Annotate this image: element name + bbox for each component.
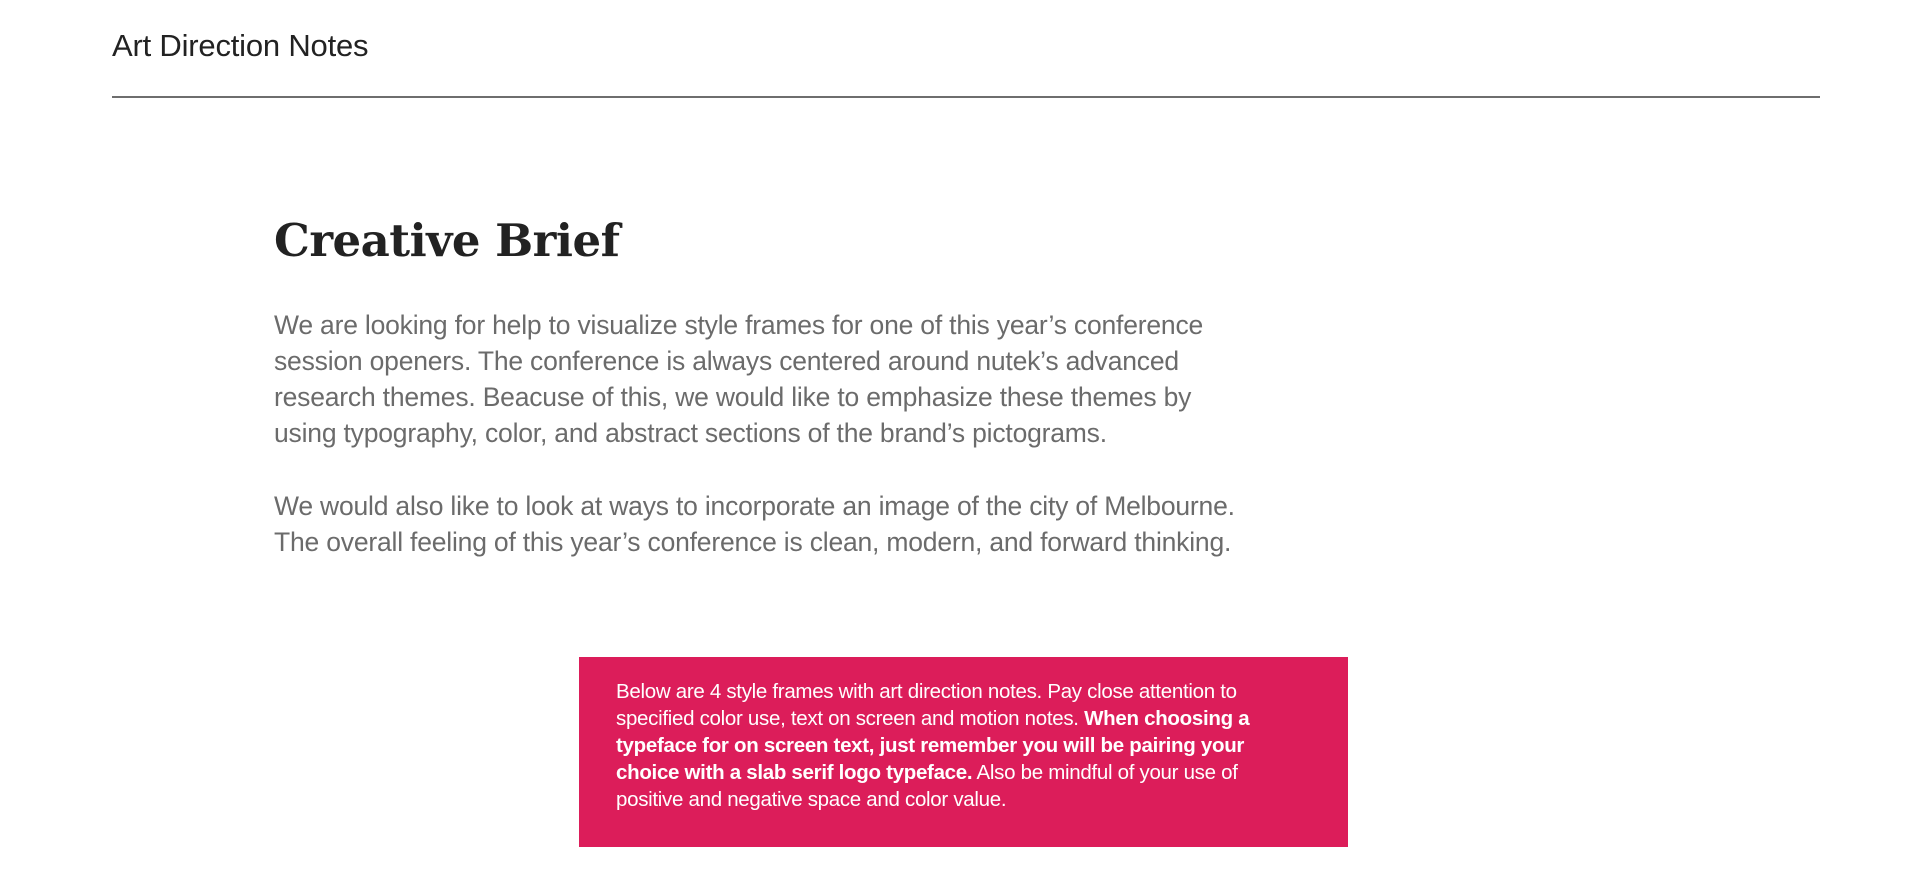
notice-emphasis: choice with a slab serif logo typeface. bbox=[616, 761, 973, 784]
page-title: Art Direction Notes bbox=[112, 28, 369, 63]
brief-paragraph-1-line: research themes. Beacuse of this, we would like to emphasize these themes by bbox=[274, 382, 1192, 412]
notice-emphasis: typeface for on screen text, just remember you will be pairing your bbox=[616, 734, 1245, 757]
notice-text bbox=[616, 678, 1312, 813]
notice-line: specified color use, text on screen and motion notes. bbox=[616, 707, 1085, 730]
notice-line: positive and negative space and color value. bbox=[616, 788, 1007, 811]
page-header bbox=[112, 24, 1820, 98]
brief-paragraph-1-line: We are looking for help to visualize style frames for one of this year’s conference bbox=[274, 310, 1204, 340]
creative-brief-heading: Creative Brief bbox=[274, 214, 620, 267]
brief-paragraph-2-line: The overall feeling of this year’s conference is clean, modern, and forward thinking. bbox=[274, 527, 1232, 557]
brief-paragraph-2-line: We would also like to look at ways to incorporate an image of the city of Melbourne. bbox=[274, 491, 1235, 521]
notice-line: Also be mindful of your use of bbox=[972, 761, 1238, 784]
brief-paragraph-1 bbox=[274, 307, 1324, 451]
brief-paragraph-1-line: using typography, color, and abstract sections of the brand’s pictograms. bbox=[274, 418, 1107, 448]
notice-line: Below are 4 style frames with art direction notes. Pay close attention to bbox=[616, 680, 1237, 703]
style-frames-notice bbox=[579, 657, 1348, 847]
brief-paragraph-1-line: session openers. The conference is always centered around nutek’s advanced bbox=[274, 346, 1179, 376]
brief-paragraph-2 bbox=[274, 488, 1324, 560]
notice-emphasis: When choosing a bbox=[1084, 707, 1250, 730]
